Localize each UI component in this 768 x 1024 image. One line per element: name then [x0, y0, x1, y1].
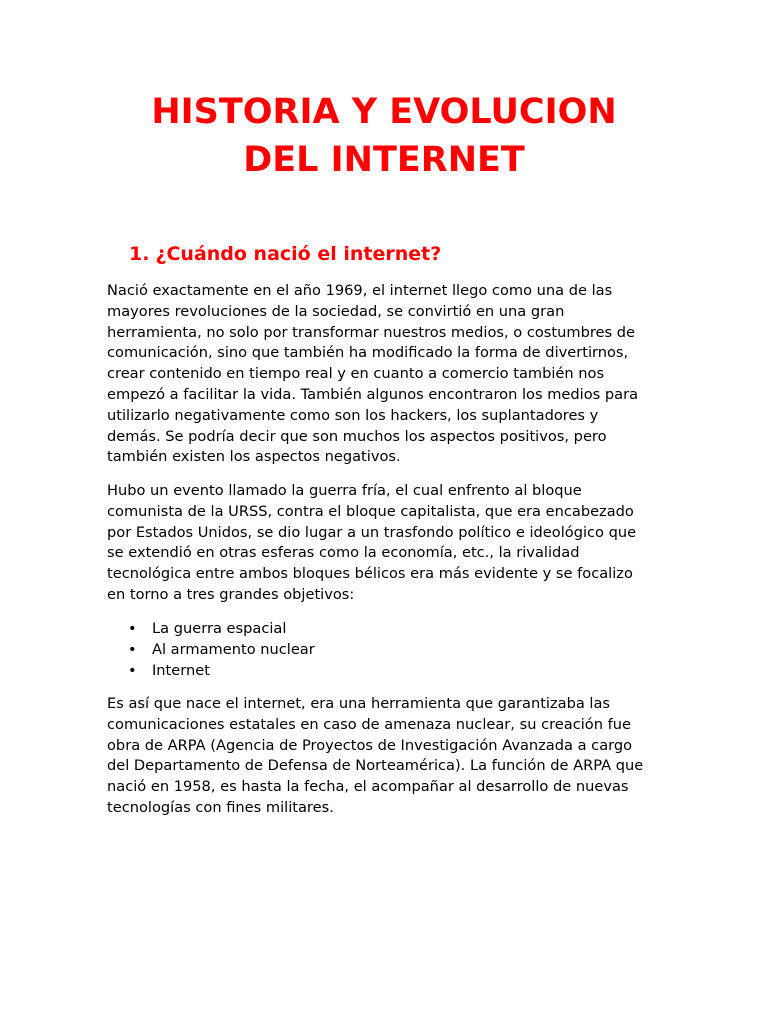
bullet-icon: •: [128, 620, 137, 637]
title-line-2: DEL INTERNET: [243, 140, 525, 180]
list-item: [128, 640, 315, 661]
text-line: demás. Se podría decir que son muchos los aspectos positivos, pero: [107, 427, 607, 445]
text-line: Nació exactamente en el año 1969, el internet llego como una de las: [107, 282, 613, 299]
list-item-text: La guerra espacial: [152, 620, 287, 637]
list-item-text: Internet: [152, 661, 210, 679]
text-line: del Departamento de Defensa de Norteamérica). La función de ARPA que: [107, 757, 644, 775]
section-heading: [129, 241, 441, 267]
section-heading-text: ¿Cuándo nació el internet?: [155, 243, 442, 265]
objectives-list: [128, 619, 315, 681]
text-line: tecnologías con fines militares.: [107, 798, 334, 816]
text-line: comunicación, sino que también ha modificado la forma de divertirnos,: [107, 344, 629, 362]
section-number: 1.: [129, 243, 150, 265]
text-line: Hubo un evento llamado la guerra fría, el cual enfrento al bloque: [107, 482, 582, 499]
text-line: obra de ARPA (Agencia de Proyectos de Investigación Avanzada a cargo: [107, 736, 633, 754]
text-line: nació en 1958, es hasta la fecha, el acompañar al desarrollo de nuevas: [107, 778, 629, 796]
document-title: [0, 88, 768, 184]
bullet-icon: •: [128, 640, 137, 658]
title-line-1: HISTORIA Y EVOLUCION: [151, 92, 617, 132]
list-item-text: Al armamento nuclear: [152, 640, 315, 658]
paragraph-1: [107, 281, 667, 468]
bullet-icon: •: [128, 661, 137, 679]
list-item: [128, 661, 315, 682]
text-line: Es así que nace el internet, era una herramienta que garantizaba las: [107, 695, 611, 712]
text-line: mayores revoluciones de la sociedad, se convirtió en una gran: [107, 302, 565, 320]
text-line: por Estados Unidos, se dio lugar a un trasfondo político e ideológico que: [107, 523, 637, 541]
list-item: [128, 619, 315, 640]
paragraph-2: [107, 481, 667, 606]
text-line: comunicaciones estatales en caso de amenaza nuclear, su creación fue: [107, 715, 631, 733]
text-line: empezó a facilitar la vida. También algunos encontraron los medios para: [107, 385, 639, 403]
text-line: herramienta, no solo por transformar nuestros medios, o costumbres de: [107, 323, 635, 341]
paragraph-3: [107, 694, 667, 819]
text-line: comunista de la URSS, contra el bloque capitalista, que era encabezado: [107, 502, 634, 520]
text-line: en torno a tres grandes objetivos:: [107, 585, 355, 603]
text-line: se extendió en otras esferas como la economía, etc., la rivalidad: [107, 544, 580, 562]
text-line: tecnológica entre ambos bloques bélicos era más evidente y se focalizo: [107, 565, 633, 583]
text-line: también existen los aspectos negativos.: [107, 448, 401, 466]
text-line: utilizarlo negativamente como son los hackers, los suplantadores y: [107, 406, 599, 424]
text-line: crear contenido en tiempo real y en cuanto a comercio también nos: [107, 365, 605, 383]
